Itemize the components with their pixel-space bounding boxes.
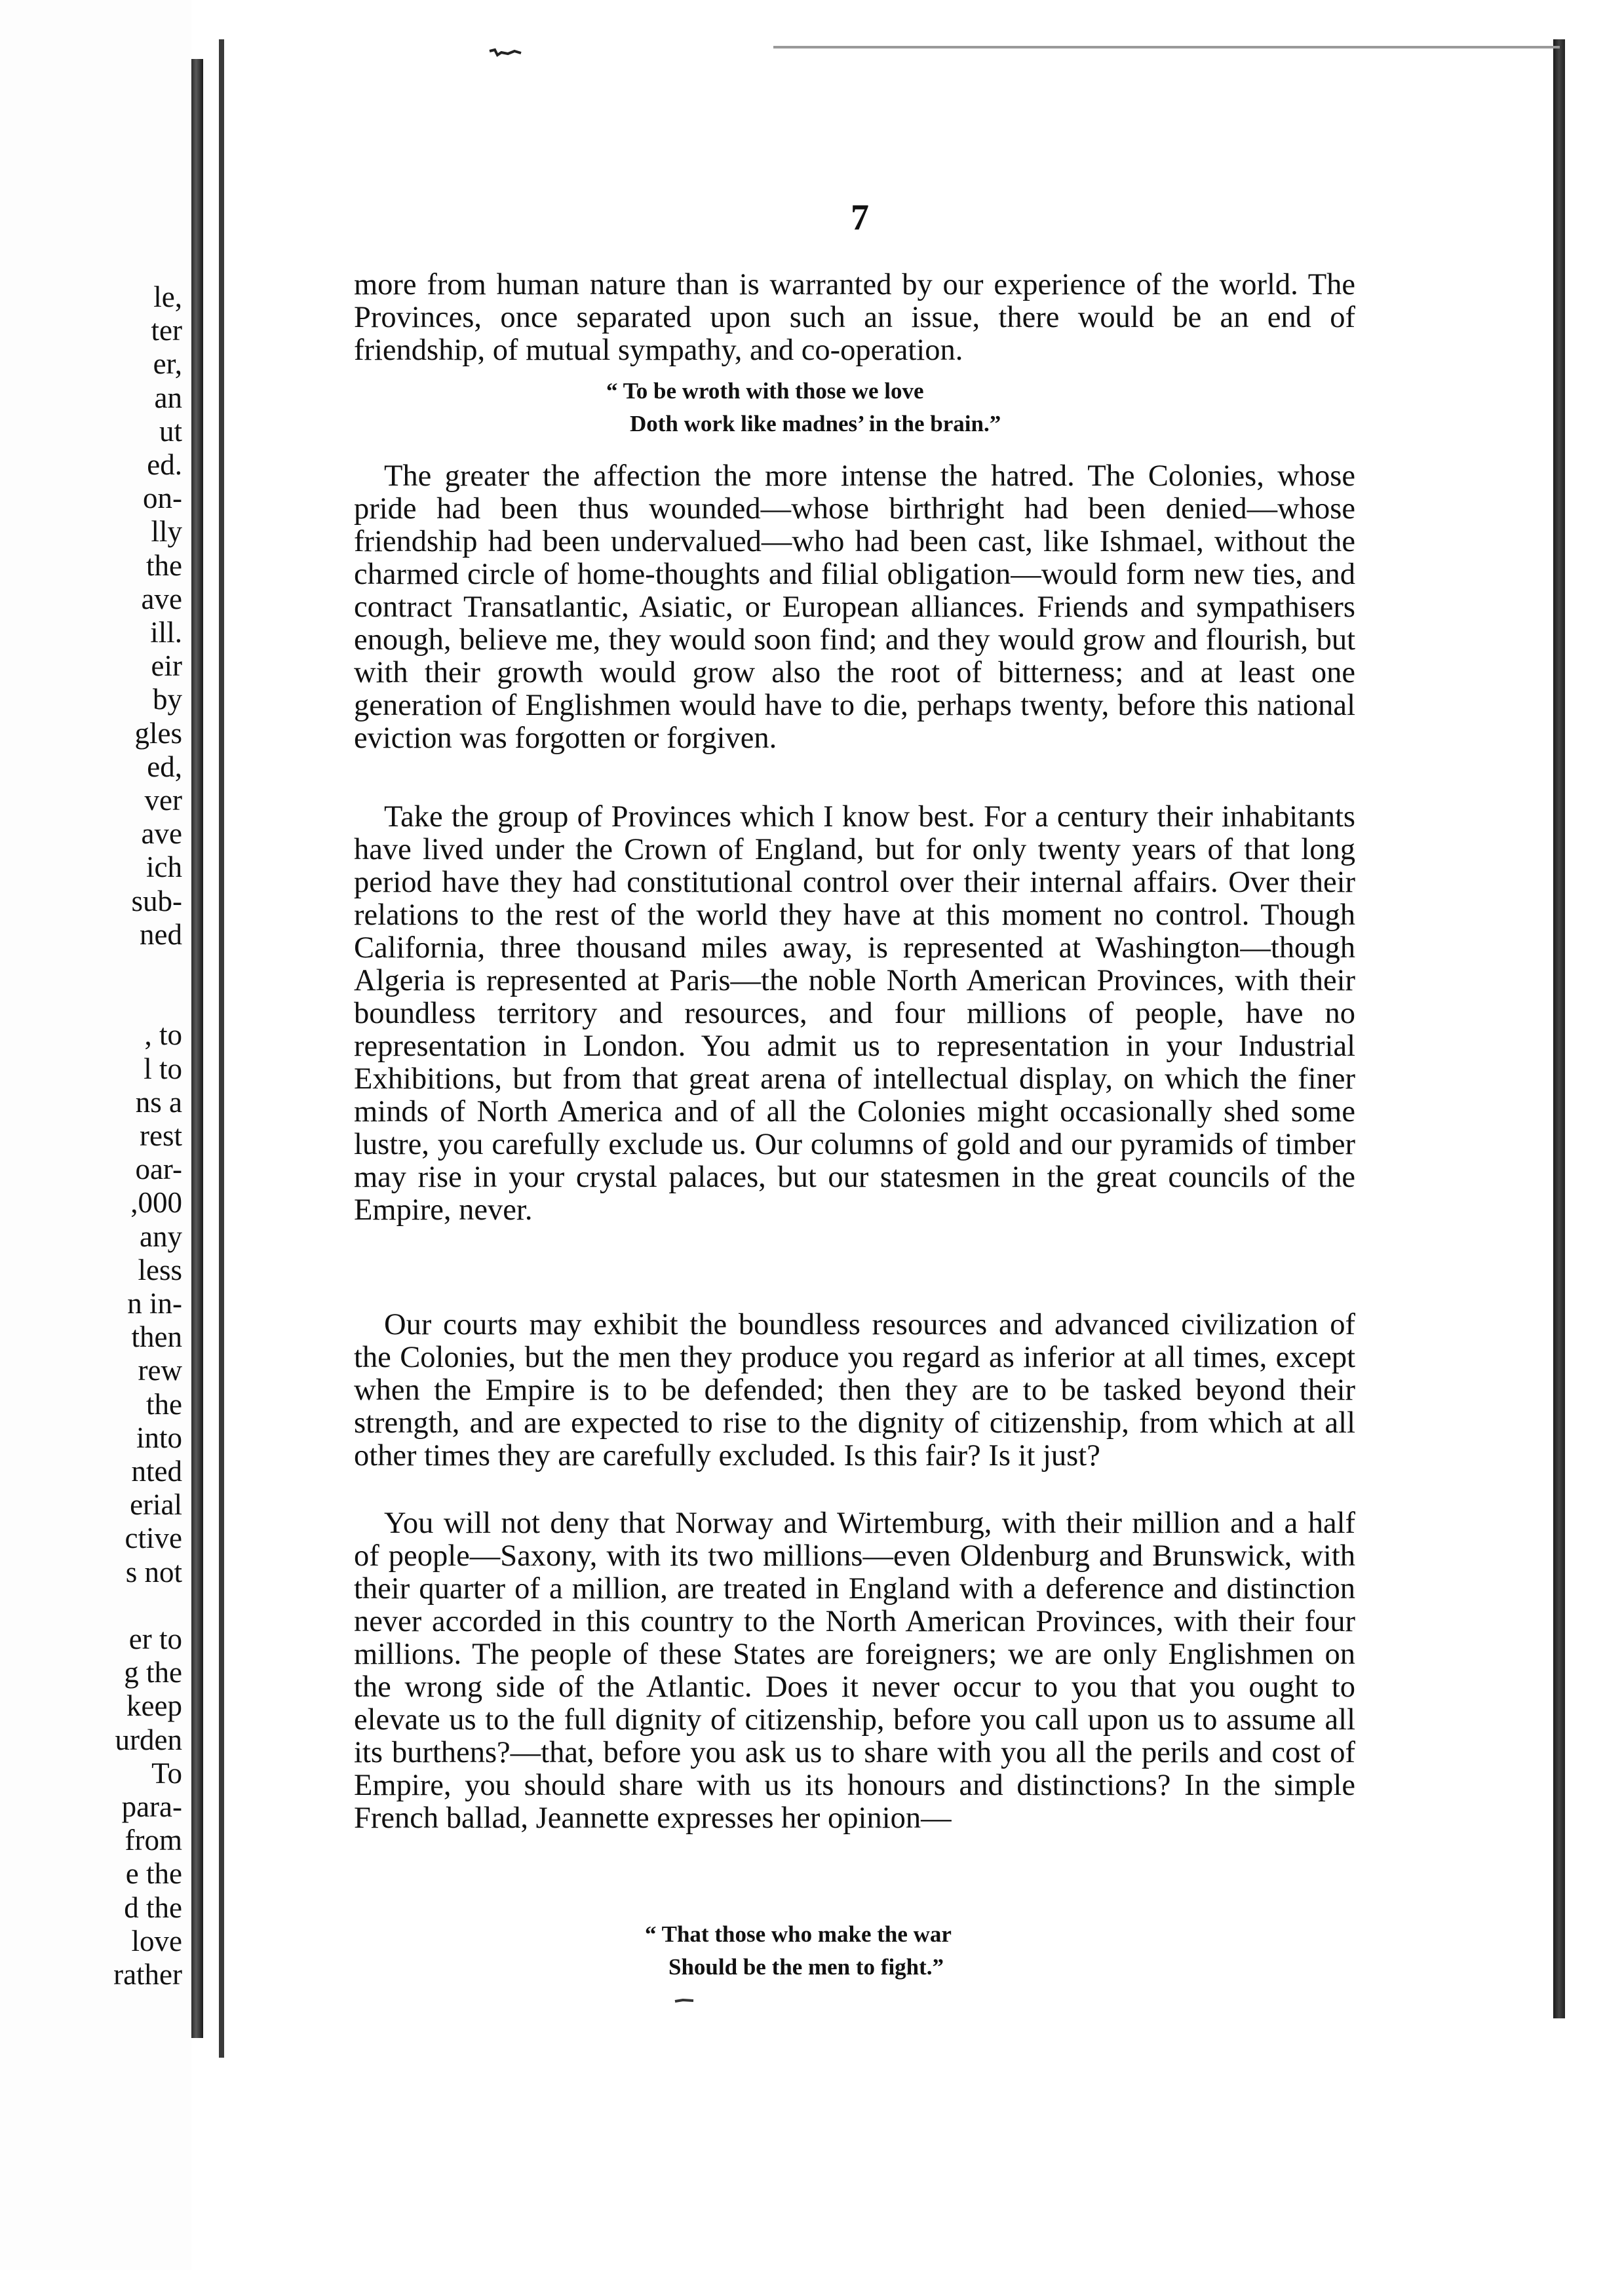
- facing-page-fragment-line: sub-: [131, 884, 182, 917]
- facing-page-fragment-line: rest: [140, 1119, 182, 1152]
- facing-page-fragment-line: l to: [144, 1052, 182, 1085]
- ink-mark: [488, 47, 522, 59]
- facing-page-fragment-line: from: [125, 1824, 182, 1857]
- paragraph: Our courts may exhibit the boundless resources and advanced civilization of the Colonies, but the men they produce you regard as inferior at all times, except when the Empire is to be defended; then they are to be tasked beyond their strength, and are expected to rise to the dignity of citizenship, from which at all other times they are carefully excluded. Is this fair? Is it just?: [354, 1308, 1355, 1472]
- facing-page-fragment-line: ns a: [135, 1085, 182, 1119]
- facing-page-fragment-line: the: [146, 548, 182, 582]
- facing-page-fragment-line: less: [138, 1253, 182, 1286]
- facing-page-fragment-line: then: [131, 1320, 182, 1354]
- paragraph-2-block: [354, 460, 1355, 755]
- facing-page-fragment-line: rew: [138, 1354, 182, 1387]
- facing-page-fragment-line: er to: [128, 1623, 182, 1655]
- facing-page-fragment-line: rather: [113, 1958, 182, 1991]
- facing-page-fragment: [0, 0, 191, 2270]
- facing-page-fragment-line: lly: [151, 515, 182, 548]
- ink-mark: [674, 1997, 695, 2004]
- facing-page-fragment-line: d the: [124, 1891, 182, 1924]
- paragraph-3-block: [354, 801, 1355, 1227]
- facing-page-fragment-line: ter: [151, 314, 182, 347]
- facing-page-fragment-line: e the: [125, 1857, 182, 1891]
- facing-page-fragment-line: urden: [115, 1723, 182, 1756]
- facing-page-fragment-line: eir: [151, 649, 182, 683]
- facing-page-fragment-line: ver: [144, 784, 182, 817]
- paragraph-5-block: [354, 1507, 1355, 1835]
- paragraph: more from human nature than is warranted by our experience of the world. The Provinces, once separated upon such an issue, there would be an end of friendship, of mutual sympathy, and co-operation.: [354, 268, 1355, 367]
- facing-page-fragment-line: ed,: [147, 750, 182, 783]
- facing-page-fragment-line: ned: [140, 917, 182, 951]
- facing-page-fragment-line: ut: [159, 414, 182, 448]
- verse-line: “ To be wroth with those we love: [606, 378, 924, 404]
- facing-page-fragment-line: an: [154, 381, 182, 414]
- facing-page-fragment-line: ed.: [147, 448, 182, 481]
- facing-page-fragment-line: para-: [121, 1790, 182, 1823]
- facing-page-fragment-line: erial: [130, 1488, 182, 1522]
- paragraph-1-block: [354, 269, 1355, 367]
- facing-page-fragment-line: the: [146, 1387, 182, 1421]
- facing-page-fragment-line: keep: [126, 1689, 182, 1723]
- facing-page-fragment-line: ctive: [125, 1522, 182, 1555]
- verse-line: Should be the men to fight.”: [668, 1954, 944, 1980]
- facing-page-fragment-line: nted: [131, 1455, 182, 1488]
- facing-page-fragment-line: ave: [141, 582, 182, 615]
- verse-line: “ That those who make the war: [645, 1921, 952, 1947]
- facing-page-fragment-line: by: [153, 683, 182, 716]
- right-page-edge: [1553, 39, 1565, 2018]
- facing-page-fragment-line: ich: [146, 851, 182, 884]
- page-number: 7: [851, 197, 869, 238]
- verse-quote-1: [606, 375, 1001, 440]
- facing-page-fragment-line: into: [136, 1421, 182, 1454]
- page-edge-line: [219, 39, 224, 2058]
- facing-page-fragment-line: le,: [153, 280, 182, 313]
- facing-page-fragment-line: g the: [124, 1656, 182, 1689]
- paragraph: You will not deny that Norway and Wirtemburg, with their million and a half of people—Saxony, with its two millions—even Oldenburg and Brunswick, with their quarter of a million, are treated in England with a deference and distinction never accorded in this country to the North American Provinces, with their four millions. The people of these States are foreigners; we are only Englishmen on the wrong side of the Atlantic. Does it never occur to you that you ought to elevate us to the full dignity of citizenship, before you call upon us to assume all its burthens?—that, before you ask us to share with you all the perils and cost of Empire, you should share with us its honours and distinctions? In the simple French ballad, Jeannette expresses her opinion—: [354, 1507, 1355, 1835]
- paragraph: Take the group of Provinces which I know best. For a century their inhabitants have lived under the Crown of England, but for only twenty years of that long period have they had constitutional control over their internal affairs. Over their relations to the rest of the world they have at this moment no control. Though California, three thousand miles away, is represented at Washington—though Algeria is represented at Paris—the noble North American Provinces, with their boundless territory and resources, and four millions of people, have no representation in London. You admit us to representation in your Industrial Exhibitions, but from that great arena of intellectual display, on which the finer minds of North America and of all the Colonies might occasionally shed some lustre, you carefully exclude us. Our columns of gold and our pyramids of timber may rise in your crystal palaces, but our statesmen in the great councils of the Empire, never.: [354, 800, 1355, 1227]
- paragraph-4-block: [354, 1309, 1355, 1472]
- facing-page-fragment-line: , to: [144, 1018, 182, 1052]
- facing-page-fragment-line: To: [151, 1756, 182, 1790]
- facing-page-fragment-line: n in-: [127, 1287, 182, 1320]
- facing-page-fragment-line: ill.: [150, 616, 182, 649]
- facing-page-fragment-line: s not: [125, 1555, 182, 1588]
- facing-page-fragment-line: gles: [134, 716, 182, 750]
- verse-quote-2: [645, 1918, 952, 1984]
- facing-page-fragment-line: ,000: [130, 1186, 182, 1220]
- verse-line: Doth work like madnes’ in the brain.”: [630, 411, 1001, 436]
- facing-page-fragment-line: any: [140, 1220, 182, 1253]
- facing-page-fragment-line: on-: [143, 482, 182, 515]
- binding-gutter-shadow: [191, 59, 203, 2038]
- facing-page-fragment-line: ave: [141, 817, 182, 851]
- paragraph: The greater the affection the more intense the hatred. The Colonies, whose pride had been thus wounded—whose birthright had been denied—whose friendship had been undervalued—who had been cast, like Ishmael, without the charmed circle of home-thoughts and filial obligation—would form new ties, and contract Transatlantic, Asiatic, or European alliances. Friends and sympathisers enough, believe me, they would soon find; and they would grow and flourish, but with their growth would grow also the root of bitterness; and at least one generation of Englishmen would have to die, perhaps twenty, before this national eviction was forgotten or forgiven.: [354, 459, 1355, 755]
- facing-page-fragment-line: love: [131, 1924, 182, 1957]
- facing-page-fragment-line: oar-: [135, 1153, 182, 1186]
- top-page-edge: [773, 46, 1560, 48]
- facing-page-fragment-line: er,: [153, 347, 182, 381]
